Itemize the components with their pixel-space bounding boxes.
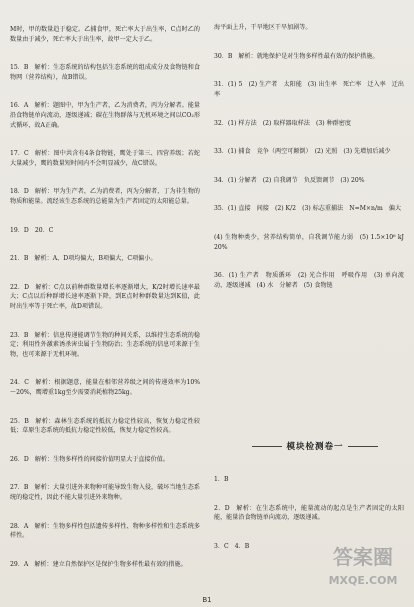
answer-paragraph: 海平面上升，干旱地区干旱加剧等。 <box>214 24 312 32</box>
answer-paragraph: 27．B 解析：大量引进外来物种可能导致生物入侵，破坏当地生态系统的稳定性，因此不能大量引进外来物种。 <box>10 484 200 501</box>
answer-paragraph: 28．A 解析：生物多样性包括遗传多样性、物种多样性和生态系统多样性。 <box>10 522 200 540</box>
answer-column-right <box>214 4 411 310</box>
answer-paragraph: 33．(1) 捕食 竞争（两空可颠倒） (2) 光照 (3) 先增加后减少 <box>214 148 391 156</box>
page-number: B1 <box>202 596 212 604</box>
answer-paragraph: 30．B 解析：就地保护是对生物多样性最有效的保护措施。 <box>214 52 379 60</box>
answer-paragraph: 19．D 20．C <box>10 226 54 234</box>
answer-paragraph: 31．(1) 5 (2) 生产者 太阳能 (3) 出生率 死亡率 迁入率 迁出率 <box>214 81 404 98</box>
answer-paragraph: M时，甲的数量趋于稳定。乙捕食甲，死亡率大于出生率，C点时乙的数量由于减少，死亡率大于出生率，故甲一定大于乙。 <box>10 26 200 43</box>
answer-paragraph: 34．(1) 分解者 (2) 自我调节 负反馈调节 (3) 20% <box>214 176 365 184</box>
answer-paragraph: 29．A 解析：建立自然保护区是保护生物多样性最有效的措施。 <box>10 560 187 568</box>
answer-column-left <box>10 6 200 588</box>
answer-paragraph: 32．(1) 样方法 (2) 取样器取样法 (3) 种群密度 <box>214 119 351 127</box>
answer-paragraph: 1．B <box>214 476 229 484</box>
answer-paragraph: 25．B 解析：森林生态系统的抵抗力稳定性较高，恢复力稳定性较低；草原生态系统的抵抗力稳定性较低，恢复力稳定性较高。 <box>10 417 200 435</box>
watermark-text-bottom: MXQE.COM <box>328 574 398 587</box>
heading-rule-left <box>252 446 282 447</box>
answer-paragraph: 15．B 解析：生态系统的结构包括生态系统的组成成分及食物链和食物网（营养结构），故B错误。 <box>10 64 200 81</box>
answer-paragraph: 23．B 解析：信息传递能调节生物的种间关系，以维持生态系统的稳定；利用性外激素诱杀害虫属于生物防治；生态系统的信息可来源于生物，也可来源于无机环境。 <box>10 331 200 358</box>
answer-paragraph: 22．D 解析：C点以前种群数量增长率逐渐增大，K/2时增长速率最大；C点以后种群增长速率逐渐下降，到E点时种群数量达到K值，此时出生率等于死亡率，故D项错误。 <box>10 283 200 310</box>
section-heading <box>240 440 390 454</box>
answer-paragraph: 17．C 解析：图中共含有4条食物链，鹰处于第三、四营养级；若蛇大量减少，鹰的数量短时间内不会明显减少，故C错误。 <box>10 150 200 167</box>
watermark-text-top: 答案圈 <box>333 545 393 569</box>
answer-paragraph: 21．B 解析：A、D项均偏大，B项偏大，C项偏小。 <box>10 255 157 263</box>
section-title-text: 模块检测卷一 <box>286 442 344 452</box>
answer-paragraph: 26．D 解析：生物多样性的间接价值明显大于直接价值。 <box>10 455 169 463</box>
answer-paragraph: 24．C 解析：根据题意，能量在相邻营养级之间的传递效率为10%～20%，鹰增重1kg至少需要消耗植物25kg。 <box>10 379 200 396</box>
answer-paragraph: 3．C 4．B <box>214 542 250 550</box>
heading-rule-right <box>348 446 378 447</box>
answer-paragraph: 36．(1) 生产者 物质循环 (2) 光合作用 呼吸作用 (3) 单向流动，逐级递减 (4) 水 分解者 (5) 食物链 <box>214 272 404 289</box>
answer-paragraph: 18．D 解析：甲为生产者，乙为消费者，丙为分解者，丁为非生物的物质和能量。流经该生态系统的总能量为生产者固定的太阳能总量。 <box>10 188 200 205</box>
answer-paragraph: 2．D 解析：在生态系统中，能量流动的起点是生产者固定的太阳能，能量沿食物链单向流动，逐级递减。 <box>214 504 404 522</box>
answer-paragraph: 35．(1) 直接 间接 (2) K/2 (3) 标志重捕法 N=M×n/m 偏大 <box>214 205 402 213</box>
watermark-logo <box>316 524 410 598</box>
answer-paragraph: (4) 生物种类少，营养结构简单，自我调节能力弱 (5) 1.5×10⁶ kJ 20% <box>214 234 411 251</box>
answer-paragraph: 16．A 解析：题图中，甲为生产者，乙为消费者，丙为分解者。能量沿食物链单向流动，逐级递减；碳在生物群落与无机环境之间以CO₂形式循环，故A正确。 <box>10 102 200 129</box>
